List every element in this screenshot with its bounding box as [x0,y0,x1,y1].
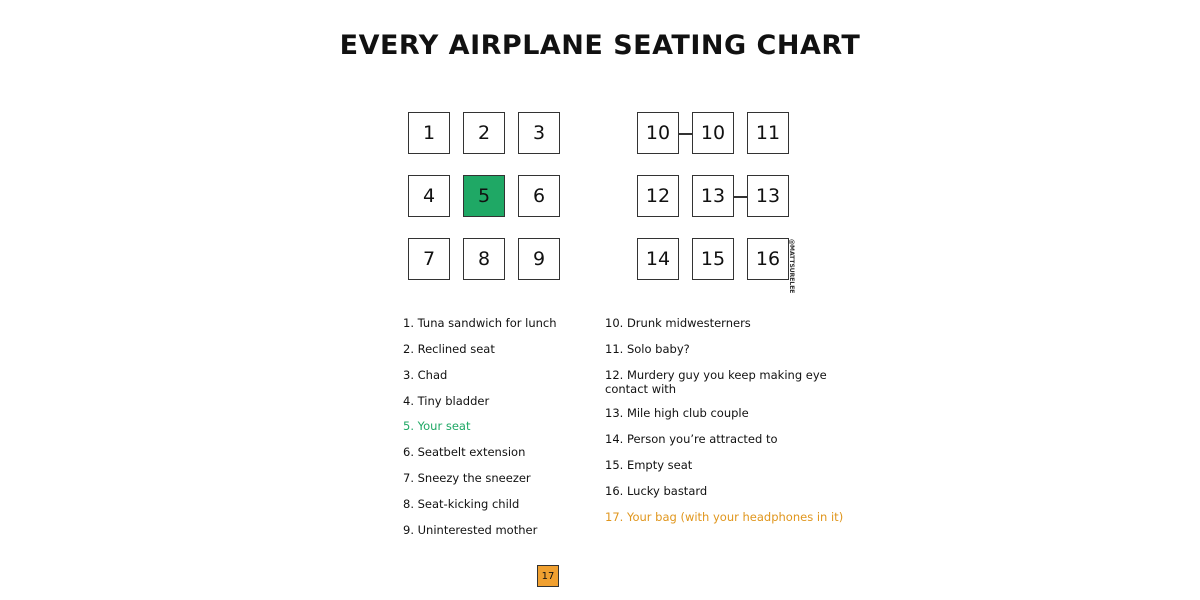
seat-connector [679,133,692,135]
seat-12: 12 [637,175,679,217]
legend-item: 4. Tiny bladder [403,394,490,408]
seat-1: 1 [408,112,450,154]
seat-10: 10 [637,112,679,154]
page-number-badge: 17 [537,565,559,587]
seat-13: 13 [747,175,789,217]
legend-item-continued: contact with [605,382,677,396]
legend-item: 6. Seatbelt extension [403,445,526,459]
legend-item: 14. Person you’re attracted to [605,432,778,446]
legend-item: 12. Murdery guy you keep making eye [605,368,827,382]
legend-left [403,316,603,546]
seat-15: 15 [692,238,734,280]
legend-item: 9. Uninterested mother [403,523,538,537]
legend-item-your-seat: 5. Your seat [403,419,471,433]
seat-4: 4 [408,175,450,217]
legend-item-your-bag: 17. Your bag (with your headphones in it) [605,510,844,524]
seat-your-seat: 5 [463,175,505,217]
seat-13: 13 [692,175,734,217]
seat-2: 2 [463,112,505,154]
chart-title: EVERY AIRPLANE SEATING CHART [339,30,861,61]
legend-right [605,316,865,546]
seat-14: 14 [637,238,679,280]
artist-credit: @MATTSURELEE [788,239,795,294]
seat-7: 7 [408,238,450,280]
legend-item: 13. Mile high club couple [605,406,749,420]
seat-8: 8 [463,238,505,280]
seat-10: 10 [692,112,734,154]
seat-9: 9 [518,238,560,280]
seat-6: 6 [518,175,560,217]
legend-item: 10. Drunk midwesterners [605,316,751,330]
seat-11: 11 [747,112,789,154]
legend-item: 16. Lucky bastard [605,484,708,498]
legend-item: 8. Seat-kicking child [403,497,520,511]
seat-connector [734,196,747,198]
seat-3: 3 [518,112,560,154]
legend-item: 11. Solo baby? [605,342,690,356]
seat-16: 16 [747,238,789,280]
legend-item: 7. Sneezy the sneezer [403,471,531,485]
legend-item: 1. Tuna sandwich for lunch [403,316,557,330]
legend-item: 15. Empty seat [605,458,693,472]
legend-item: 3. Chad [403,368,448,382]
legend-item: 2. Reclined seat [403,342,495,356]
